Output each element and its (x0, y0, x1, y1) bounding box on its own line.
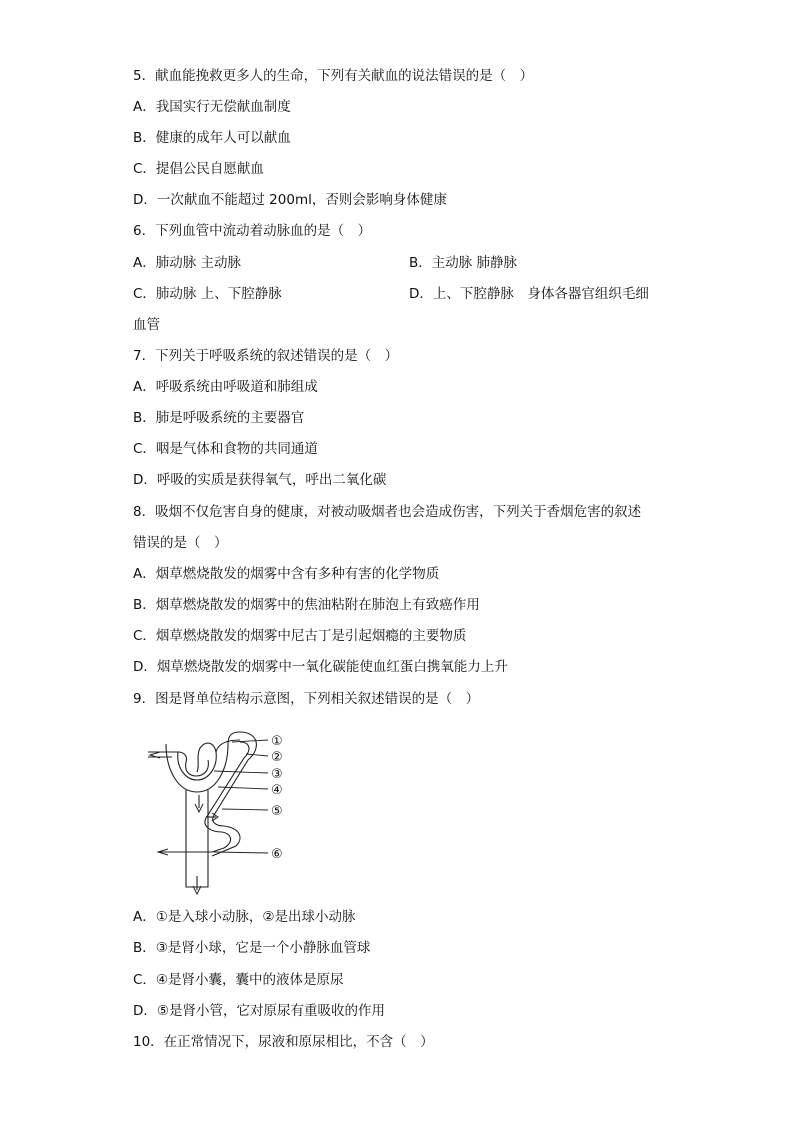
label-6: ⑥ (271, 847, 283, 862)
q8-option-a: A．烟草燃烧散发的烟雾中含有多种有害的化学物质 (133, 566, 440, 582)
q9-option-c: C．④是肾小囊，囊中的液体是原尿 (133, 972, 344, 988)
q8-stem-continuation: 错误的是（ ） (133, 535, 228, 551)
q5-option-d: D．一次献血不能超过 200ml，否则会影响身体健康 (133, 192, 447, 208)
q9-stem: 9．图是肾单位结构示意图，下列相关叙述错误的是（ ） (133, 691, 480, 707)
q10-stem: 10．在正常情况下，尿液和原尿相比，不含（ ） (133, 1034, 434, 1050)
q9-option-a: A．①是入球小动脉，②是出球小动脉 (133, 909, 356, 925)
collecting-duct (186, 790, 208, 887)
q6-option-b: B．主动脉 肺静脉 (409, 255, 518, 271)
q8-option-b: B．烟草燃烧散发的烟雾中的焦油粘附在肺泡上有致癌作用 (133, 597, 480, 613)
q8-stem: 8．吸烟不仅危害自身的健康，对被动吸烟者也会造成伤害，下列关于香烟危害的叙述 (133, 504, 642, 520)
q6-stem: 6．下列血管中流动着动脉血的是（ ） (133, 223, 372, 239)
label-3: ③ (271, 767, 283, 782)
glomerulus (178, 743, 217, 780)
q7-option-a: A．呼吸系统由呼吸道和肺组成 (133, 379, 318, 395)
q7-stem: 7．下列关于呼吸系统的叙述错误的是（ ） (133, 348, 399, 364)
q6-option-d-continuation: 血管 (133, 317, 160, 333)
q5-option-c: C．提倡公民自愿献血 (133, 161, 264, 177)
label-5: ⑤ (271, 804, 283, 819)
q6-option-a: A．肺动脉 主动脉 (133, 255, 242, 271)
q5-stem: 5．献血能挽救更多人的生命，下列有关献血的说法错误的是（ ） (133, 68, 534, 84)
q6-option-c: C．肺动脉 上、下腔静脉 (133, 286, 282, 302)
q9-option-d: D．⑤是肾小管，它对原尿有重吸收的作用 (133, 1003, 385, 1019)
q5-option-a: A．我国实行无偿献血制度 (133, 99, 291, 115)
q9-option-b: B．③是肾小球，它是一个小静脉血管球 (133, 940, 371, 956)
q5-option-b: B．健康的成年人可以献血 (133, 130, 291, 146)
q6-option-d: D．上、下腔静脉 身体各器官组织毛细 (409, 286, 649, 302)
nephron-diagram (140, 725, 300, 900)
label-4: ④ (271, 783, 283, 798)
q7-option-b: B．肺是呼吸系统的主要器官 (133, 410, 305, 426)
renal-tubule (212, 732, 256, 856)
q8-option-d: D．烟草燃烧散发的烟雾中一氧化碳能使血红蛋白携氧能力上升 (133, 659, 508, 675)
q8-option-c: C．烟草燃烧散发的烟雾中尼古丁是引起烟瘾的主要物质 (133, 628, 467, 644)
label-2: ② (271, 750, 283, 765)
q7-option-d: D．呼吸的实质是获得氧气，呼出二氧化碳 (133, 472, 387, 488)
q7-option-c: C．咽是气体和食物的共同通道 (133, 441, 318, 457)
label-1: ① (271, 734, 283, 749)
